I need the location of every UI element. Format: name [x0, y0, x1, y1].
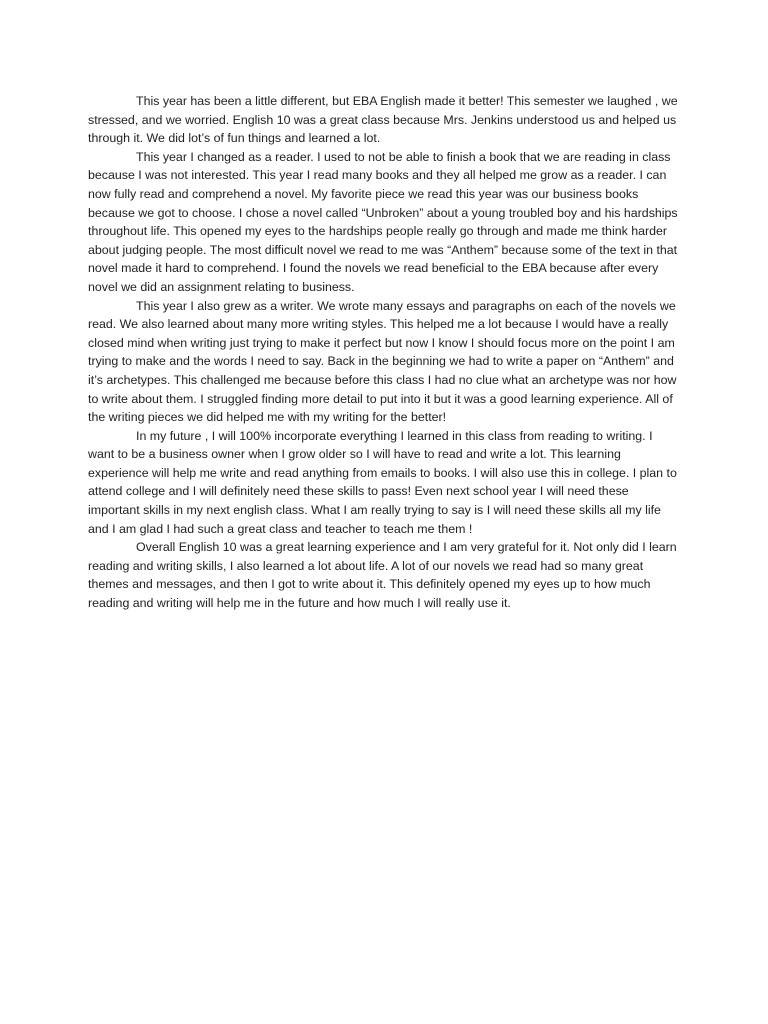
paragraph-conclusion: Overall English 10 was a great learning experience and I am very grateful for it. Not only did I learn reading and writing skills, I also learned a lot about life. A lot of our novels we read had so many great themes and messages, and then I got to write about it. This definitely opened my eyes up to how much reading and writing will help me in the future and how much I will really use it. [88, 540, 677, 611]
essay-body [88, 92, 682, 613]
paragraph-writer: This year I also grew as a writer. We wrote many essays and paragraphs on each of the novels we read. We also learned about many more writing styles. This helped me a lot because I would have a really closed mind when writing just trying to make it perfect but now I know I should focus more on the point I am trying to make and the words I need to say. Back in the beginning we had to write a paper on “Anthem” and it’s archetypes. This challenged me because before this class I had no clue what an archetype was nor how to write about them. I struggled finding more detail to put into it but it was a good learning experience. All of the writing pieces we did helped me with my writing for the better! [88, 298, 677, 425]
paragraph-reader: This year I changed as a reader. I used to not be able to finish a book that we are reading in class because I was not interested. This year I read many books and they all helped me grow as a reader. I can now fully read and comprehend a novel. My favorite piece we read this year was our business books because we got to choose. I chose a novel called “Unbroken” about a young troubled boy and his hardships throughout life. This opened my eyes to the hardships people really go through and made me think harder about judging people. The most difficult novel we read to me was “Anthem” because some of the text in that novel made it hard to comprehend. I found the novels we read beneficial to the EBA because after every novel we did an assignment relating to business. [88, 149, 678, 294]
paragraph-future: In my future , I will 100% incorporate everything I learned in this class from reading to writing. I want to be a business owner when I grow older so I will have to read and write a lot. This learning experience will help me write and read anything from emails to books. I will also use this in college. I plan to attend college and I will definitely need these skills to pass! Even next school year I will need these important skills in my next english class. What I am really trying to say is I will need these skills all my life and I am glad I had such a great class and teacher to teach me them ! [88, 428, 677, 536]
paragraph-intro: This year has been a little different, but EBA English made it better! This semester we laughed , we stressed, and we worried. English 10 was a great class because Mrs. Jenkins understood us and helped us through it. We did lot’s of fun things and learned a lot. [88, 94, 678, 146]
